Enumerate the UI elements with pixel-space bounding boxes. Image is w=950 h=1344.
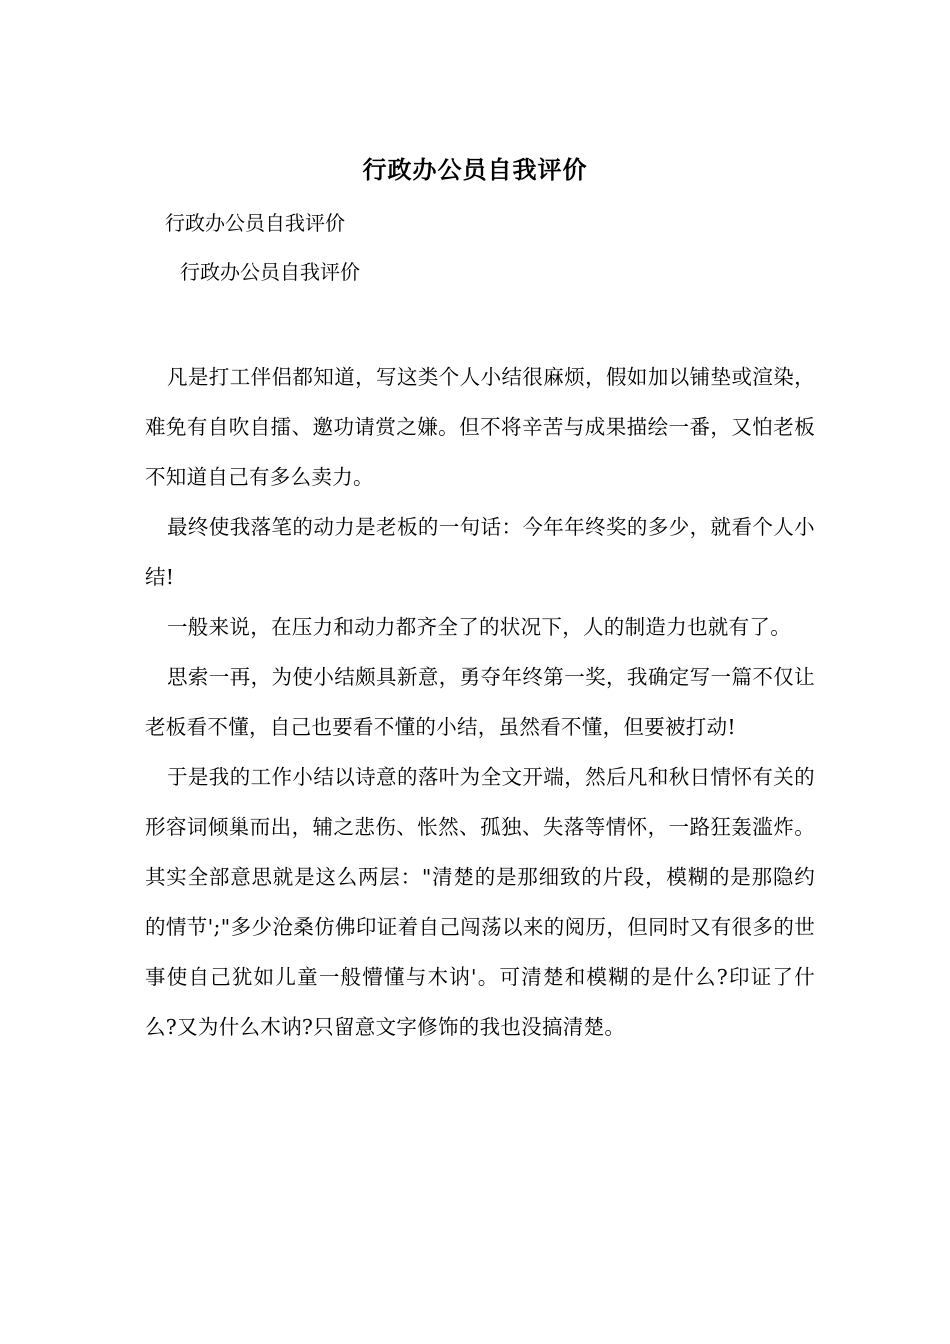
paragraph-2: 最终使我落笔的动力是老板的一句话：今年年终奖的多少，就看个人小结! bbox=[145, 515, 815, 589]
paragraph-4: 思索一再，为使小结颇具新意，勇夺年终第一奖，我确定写一篇不仅让老板看不懂，自己也要看不懂的小结，虽然看不懂，但要被打动! bbox=[145, 665, 815, 739]
document-subtitle-1: 行政办公员自我评价 bbox=[165, 211, 345, 235]
document-body bbox=[145, 352, 815, 1052]
paragraph-1: 凡是打工伴侣都知道，写这类个人小结很麻烦，假如加以铺垫或渲染，难免有自吹自擂、邀功请赏之嫌。但不将辛苦与成果描绘一番，又怕老板不知道自己有多么卖力。 bbox=[145, 365, 815, 489]
document-subtitle-2: 行政办公员自我评价 bbox=[180, 260, 360, 284]
document-title: 行政办公员自我评价 bbox=[362, 155, 588, 184]
paragraph-5: 于是我的工作小结以诗意的落叶为全文开端，然后凡和秋日情怀有关的形容词倾巢而出，辅之悲伤、怅然、孤独、失落等情怀，一路狂轰滥炸。其实全部意思就是这么两层："清楚的是那细致的片段，模糊的是那隐约的情节';"多少沧桑仿佛印证着自己闯荡以来的阅历，但同时又有很多的世事使自己犹如儿童一般懵懂与木讷'。可清楚和模糊的是什么?印证了什么?又为什么木讷?只留意文字修饰的我也没搞清楚。 bbox=[145, 765, 815, 1039]
paragraph-3: 一般来说，在压力和动力都齐全了的状况下，人的制造力也就有了。 bbox=[167, 615, 791, 639]
